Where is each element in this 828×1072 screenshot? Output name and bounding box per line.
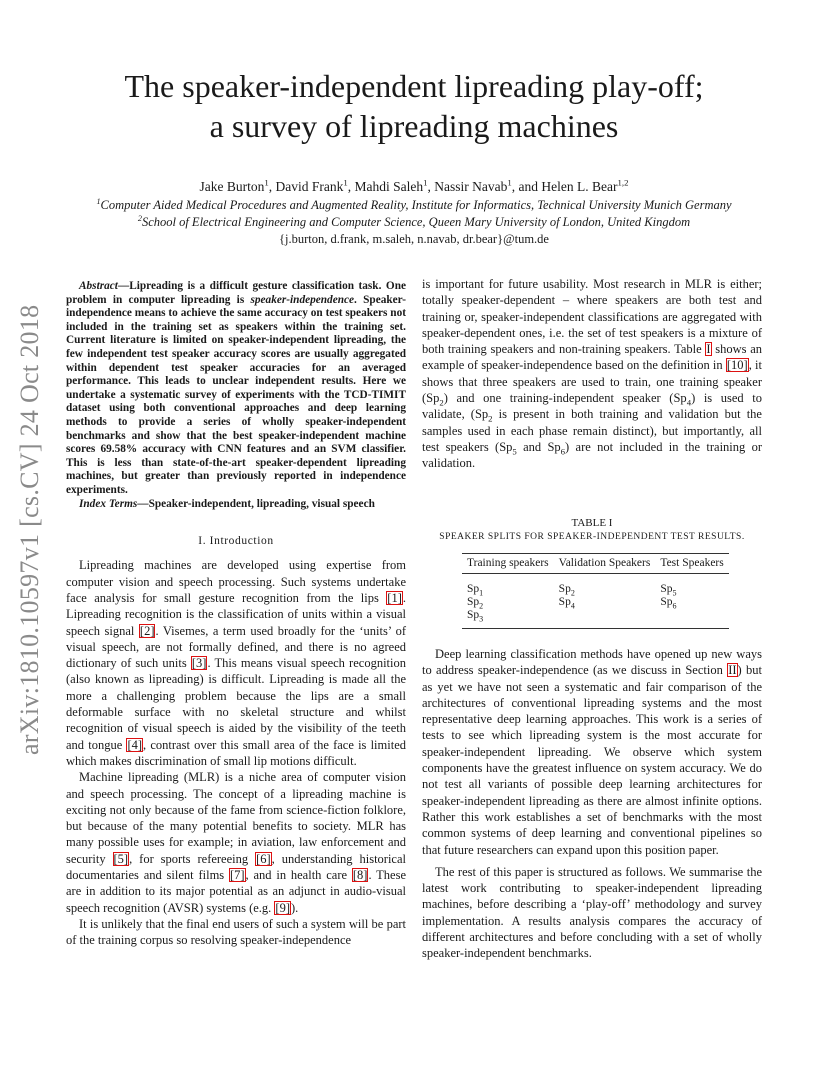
table-reference-link[interactable]: I	[706, 342, 711, 357]
text-run: shows an example of speaker-independence based on the definition in	[422, 342, 762, 373]
citation-link[interactable]: [1]	[387, 590, 402, 605]
text-run: ) but as yet we have not seen a systematic and fair comparison of the architectures of conventional lipreading systems and the most representative deep learning approaches. This work is a series of tests to see which lipreading system is the most accurate for speaker-independent lipreading. We observe which system components have the greatest influence on system accuracy. We do not test all variants of possible deep learning architectures for speaker-independent lipreading as there are almost infinite options. Rather this work establishes a set of benchmarks with the most common systems of deep learning and conventional pipelines so that future researchers can expand upon this position paper.	[422, 663, 762, 857]
subscript: 2	[570, 588, 575, 598]
text-run: . These are in addition to its major potential as an adjunct in audio-visual speech recognition (AVSR) systems (e.g.	[66, 868, 406, 915]
affiliation-text: School of Electrical Engineering and Computer Science, Queen Mary University of London, United Kingdom	[141, 215, 691, 229]
affiliation-mark: 2	[137, 213, 142, 223]
subscript: 2	[439, 397, 444, 408]
citation-link[interactable]: [3]	[191, 656, 207, 671]
author-name: Helen L. Bear	[541, 179, 618, 194]
table-number: TABLE I	[571, 517, 613, 529]
citation-link[interactable]: [8]	[352, 868, 368, 883]
table-title: SPEAKER SPLITS FOR SPEAKER-INDEPENDENT TEST RESULTS.	[439, 532, 745, 542]
cell-text: Sp	[660, 596, 673, 608]
text-run: Machine lipreading (MLR) is a niche area of computer vision and speech processing. The concept of a lipreading machine is exciting not only because of the fame from science-fiction folklore, but because of the many potential benefits to society. MLR has many possible uses for example; in aviation, law enforcement and security	[66, 770, 406, 866]
text-run: Deep learning classification methods have opened up new ways to address speaker-independence (as we discuss in Section	[422, 647, 762, 678]
cell-text: Sp	[467, 583, 480, 595]
cell-text: Sp	[558, 596, 571, 608]
text-run: ) and one training-independent speaker (Sp	[443, 391, 687, 406]
author-affil-mark: 1	[507, 177, 512, 188]
subscript: 6	[672, 601, 677, 611]
citation-link[interactable]: [9]	[275, 900, 290, 915]
table-row	[462, 574, 729, 597]
right-paragraph-1	[422, 276, 762, 472]
cell-text: Sp	[558, 583, 571, 595]
table-cell	[655, 574, 728, 597]
author-affil-mark: 1	[423, 177, 428, 188]
table-cell	[462, 574, 554, 597]
subscript: 5	[512, 446, 517, 457]
text-run: is present in both training and validation but the samples used in each phase remain distinct), but importantly, all test speakers (Sp	[422, 407, 762, 454]
right-column-top	[422, 276, 762, 472]
affiliation-2	[0, 214, 828, 231]
author-affil-mark: 1	[264, 177, 269, 188]
author-affil-mark: 1	[343, 177, 348, 188]
affiliation-text: Computer Aided Medical Procedures and Augmented Reality, Institute for Informatics, Technical University Munich Germany	[100, 198, 732, 212]
table-cell	[462, 596, 554, 609]
table-row	[462, 609, 729, 629]
author-name: David Frank	[275, 179, 344, 194]
table-header-row	[462, 554, 729, 574]
table-cell	[554, 596, 656, 609]
table-cell	[554, 574, 656, 597]
text-run: . Lipreading recognition is the classification of units within a visual speech signal	[66, 590, 406, 638]
table-header-cell: Test Speakers	[655, 554, 728, 574]
text-run: , understanding historical documentaries and silent films	[66, 851, 406, 883]
text-run: . This means visual speech recognition (also known as lipreading) is difficult. Lipreading is made all the more a challenging problem because the lips are a small deformable surface with no skeletal structure and whilst recognition of visual speech is aided by the visibility of the teeth and tongue	[66, 656, 406, 752]
index-terms-body: —Speaker-independent, lipreading, visual speech	[137, 497, 375, 510]
author-separator: ,	[347, 179, 355, 194]
abstract-label: Abstract	[79, 280, 118, 292]
table-row	[462, 596, 729, 609]
title-line-1: The speaker-independent lipreading play-off;	[124, 68, 704, 104]
table-cell	[655, 596, 728, 609]
abstract-body-2: . Speaker-independence means to achieve the same accuracy on test speakers not included in the training set as speakers within the training set. Current literature is limited on speaker-independent lipreading, the few independent test speaker accuracy scores are usually aggregated within dependent test speaker accuracies for an averaged performance. This leads to unclear independent results. Here we undertake a systematic survey of experiments with the TCD-TIMIT dataset using both conventional approaches and deep learning methods to provide a series of wholly speaker-independent benchmarks and show that the best speaker-independent machine scores 69.58% accuracy with CNN features and an SVM classifier. This is less than state-of-the-art speaker-dependent lipreading machines, but greater than previously reported in independence experiments.	[66, 293, 407, 496]
abstract-emphasis: speaker-independence	[250, 293, 355, 306]
subscript: 4	[570, 601, 575, 611]
table-cell	[655, 609, 728, 629]
section-reference-link[interactable]: II	[728, 663, 737, 678]
text-run: and Sp	[516, 439, 561, 454]
speaker-splits-table	[462, 553, 729, 629]
citation-link[interactable]: [4]	[127, 737, 143, 752]
index-terms-label: Index Terms	[79, 497, 138, 510]
table-caption	[422, 516, 762, 544]
abstract-body: —Lipreading is a difficult gesture classification task. One problem in computer lipreading is	[66, 280, 406, 306]
author-name: Nassir Navab	[434, 179, 508, 194]
affiliation-1	[0, 197, 828, 214]
author-list	[0, 178, 828, 196]
affiliation-mark: 1	[96, 196, 101, 206]
table-cell	[554, 609, 656, 629]
text-run: , it shows that three speakers are used to train, one training speaker (Sp	[422, 358, 762, 406]
right-column-bottom	[422, 646, 762, 962]
right-paragraph-2	[422, 646, 762, 858]
text-run: Lipreading machines are developed using expertise from computer vision and speech processing. Such systems undertake face analysis for small gesture recognition from the lips	[66, 558, 406, 605]
table-header-cell: Training speakers	[462, 554, 554, 574]
author-name: Jake Burton	[199, 179, 265, 194]
subscript: 4	[686, 397, 692, 408]
intro-paragraph-2	[66, 769, 406, 916]
table-cell	[462, 609, 554, 629]
text-run: ).	[291, 900, 299, 915]
subscript: 5	[672, 588, 677, 598]
table-header-cell: Validation Speakers	[554, 554, 656, 574]
citation-link[interactable]: [2]	[139, 623, 155, 638]
author-separator: ,	[427, 179, 435, 194]
author-emails: {j.burton, d.frank, m.saleh, n.navab, dr.bear}@tum.de	[279, 232, 549, 246]
subscript: 1	[479, 588, 484, 598]
citation-link[interactable]: [7]	[229, 868, 245, 883]
text-run: , and in health care	[245, 868, 352, 883]
text-run: , contrast over this small area of the face is limited which makes discrimination of small lip motions difficult.	[66, 737, 406, 768]
subscript: 6	[560, 446, 566, 457]
section-heading-introduction: I. Introduction	[198, 535, 274, 548]
title-line-2: a survey of lipreading machines	[209, 108, 619, 144]
text-run: . Visemes, a term used broadly for the ‘units’ of visual speech, are not formally defined, and there is no agreed dictionary of such units	[66, 623, 406, 671]
cell-text: Sp	[467, 596, 480, 608]
text-run: is important for future usability. Most research in MLR is either; totally speaker-dependent – where speakers are both test and training or, speaker-independent classifications are aggregated with speaker-dependent ones, i.e. the set of test speakers is a mixture of both training speakers and non-training speakers. Table	[422, 277, 762, 357]
author-name: Mahdi Saleh	[354, 179, 424, 194]
author-separator: , and	[511, 179, 542, 194]
text-run: ) are not included in the training or validation.	[422, 439, 762, 471]
right-paragraph-3: The rest of this paper is structured as follows. We summarise the latest work contributing to speaker-independent lipreading machines, before describing a ‘play-off’ methodology and survey implementation. A results analysis compares the accuracy of different architectures and before concluding with a set of wholly speaker-independent benchmarks.	[422, 864, 762, 961]
subscript: 2	[479, 601, 484, 611]
intro-paragraph-3: It is unlikely that the final end users of such a system will be part of the training corpus so resolving speaker-independence	[66, 916, 406, 948]
text-run: , for sports refereeing	[129, 851, 256, 866]
abstract	[66, 280, 406, 511]
author-separator: ,	[268, 179, 276, 194]
cell-text: Sp	[467, 609, 480, 621]
cell-text: Sp	[660, 583, 673, 595]
subscript: 2	[488, 413, 493, 424]
citation-link[interactable]: [10]	[726, 358, 748, 373]
intro-paragraph-1	[66, 557, 406, 769]
citation-link[interactable]: [5]	[113, 851, 129, 866]
citation-link[interactable]: [6]	[256, 851, 271, 866]
left-column	[66, 280, 406, 949]
text-run: ) is used to validate, (Sp	[422, 391, 762, 422]
subscript: 3	[479, 614, 484, 624]
paper-title	[0, 66, 828, 146]
arxiv-stamp: arXiv:1810.10597v1 [cs.CV] 24 Oct 2018	[15, 304, 44, 755]
author-affil-mark: 1,2	[617, 177, 629, 188]
